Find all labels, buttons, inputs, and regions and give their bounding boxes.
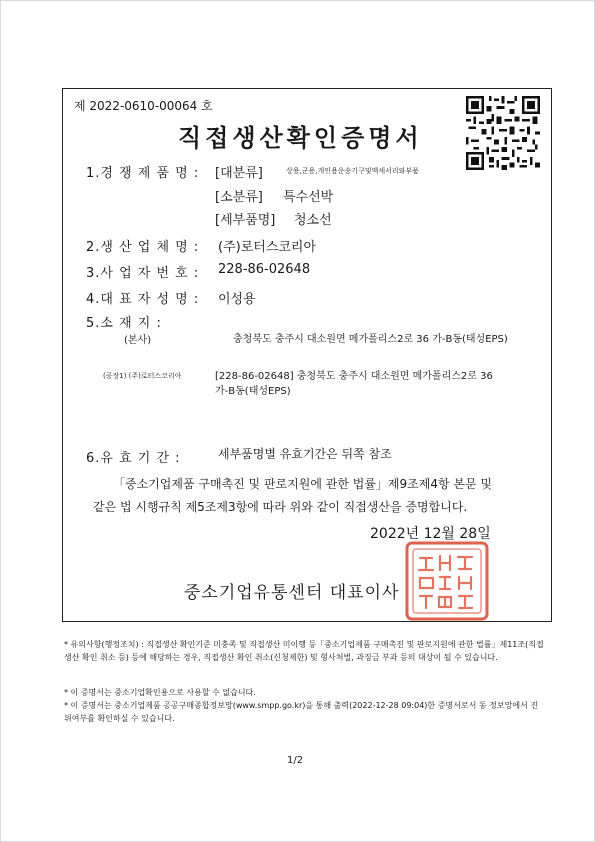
issue-date: 2022년 12월 28일: [370, 526, 491, 542]
page-title: 직접생산확인증명서: [178, 123, 423, 152]
qr-code-icon: [466, 96, 540, 170]
field-label-company: 2.생 산 업 체 명 :: [86, 240, 200, 255]
field-label-address: 5.소 재 지 :: [86, 316, 162, 331]
validity-value: 세부품명별 유효기간은 뒤쪽 참조: [218, 447, 392, 461]
page-number: 1/2: [287, 755, 304, 766]
product-detail-tag: [세부품명]: [215, 213, 276, 228]
factory-address-line2: 가-B동(태성EPS): [215, 386, 291, 397]
issuer-name: 중소기업유통센터 대표이사: [184, 583, 400, 603]
hq-address: 충청북도 충주시 대소원면 메가폴리스2로 36 가-B동(태성EPS): [233, 334, 508, 345]
hq-label: (본사): [124, 335, 152, 346]
statement-line-1: 「중소기업제품 구매촉진 및 판로지원에 관한 법률」제9조제4항 본문 및: [113, 477, 492, 491]
field-label-biz-no: 3.사 업 자 번 호 :: [86, 266, 200, 281]
field-label-product: 1.경 쟁 제 품 명 :: [86, 166, 200, 181]
product-minor-value: 특수선박: [283, 190, 334, 205]
product-major-value: 상용,군용,개인용운송기구및액세서리와부품: [286, 167, 419, 175]
product-major-tag: [대분류]: [215, 166, 263, 181]
product-minor-tag: [소분류]: [215, 190, 263, 205]
field-label-ceo: 4.대 표 자 성 명 :: [86, 292, 200, 307]
note-legal-warning: * 유의사항(행정조치) : 직접생산 확인기준 미충족 및 직접생산 미이행 등「중소기업제품 구매촉진 및 판로지원에 관한 법률」제11조(직접생산 확인 취소 등) 등에 해당하는 경우, 직접생산 확인 취소(신청제한) 및 형사처벌, 과징금 부과 등의 대상이 될 수 있습니다.: [64, 640, 544, 662]
statement-line-2: 같은 법 시행규칙 제5조제3항에 따라 위와 같이 직접생산을 증명합니다.: [93, 500, 468, 514]
biz-number: 228-86-02648: [218, 262, 311, 277]
official-seal-icon: [404, 540, 490, 622]
factory-address-line1: [228-86-02648] 충청북도 충주시 대소원면 메가폴리스2로 36: [215, 371, 493, 382]
product-detail-value: 청소선: [294, 213, 332, 228]
certificate-number: 제 2022-0610-00064 호: [74, 99, 213, 113]
ceo-name: 이성용: [218, 292, 256, 307]
company-name: (주)로터스코리아: [218, 240, 317, 255]
field-label-validity: 6.유 효 기 간 :: [86, 451, 181, 466]
factory-label: (공장1) (주)로터스코리아: [103, 372, 182, 380]
note-verification: * 이 증명서는 중소기업제품 공공구매종합정보망(www.smpp.go.kr)을 통해 출력(2022-12-28 09:04)한 증명서로서 동 정보망에서 진위여부를 확인하실 수 있습니다.: [64, 701, 539, 723]
note-usage: * 이 증명서는 중소기업확인용으로 사용할 수 없습니다.: [64, 688, 256, 697]
